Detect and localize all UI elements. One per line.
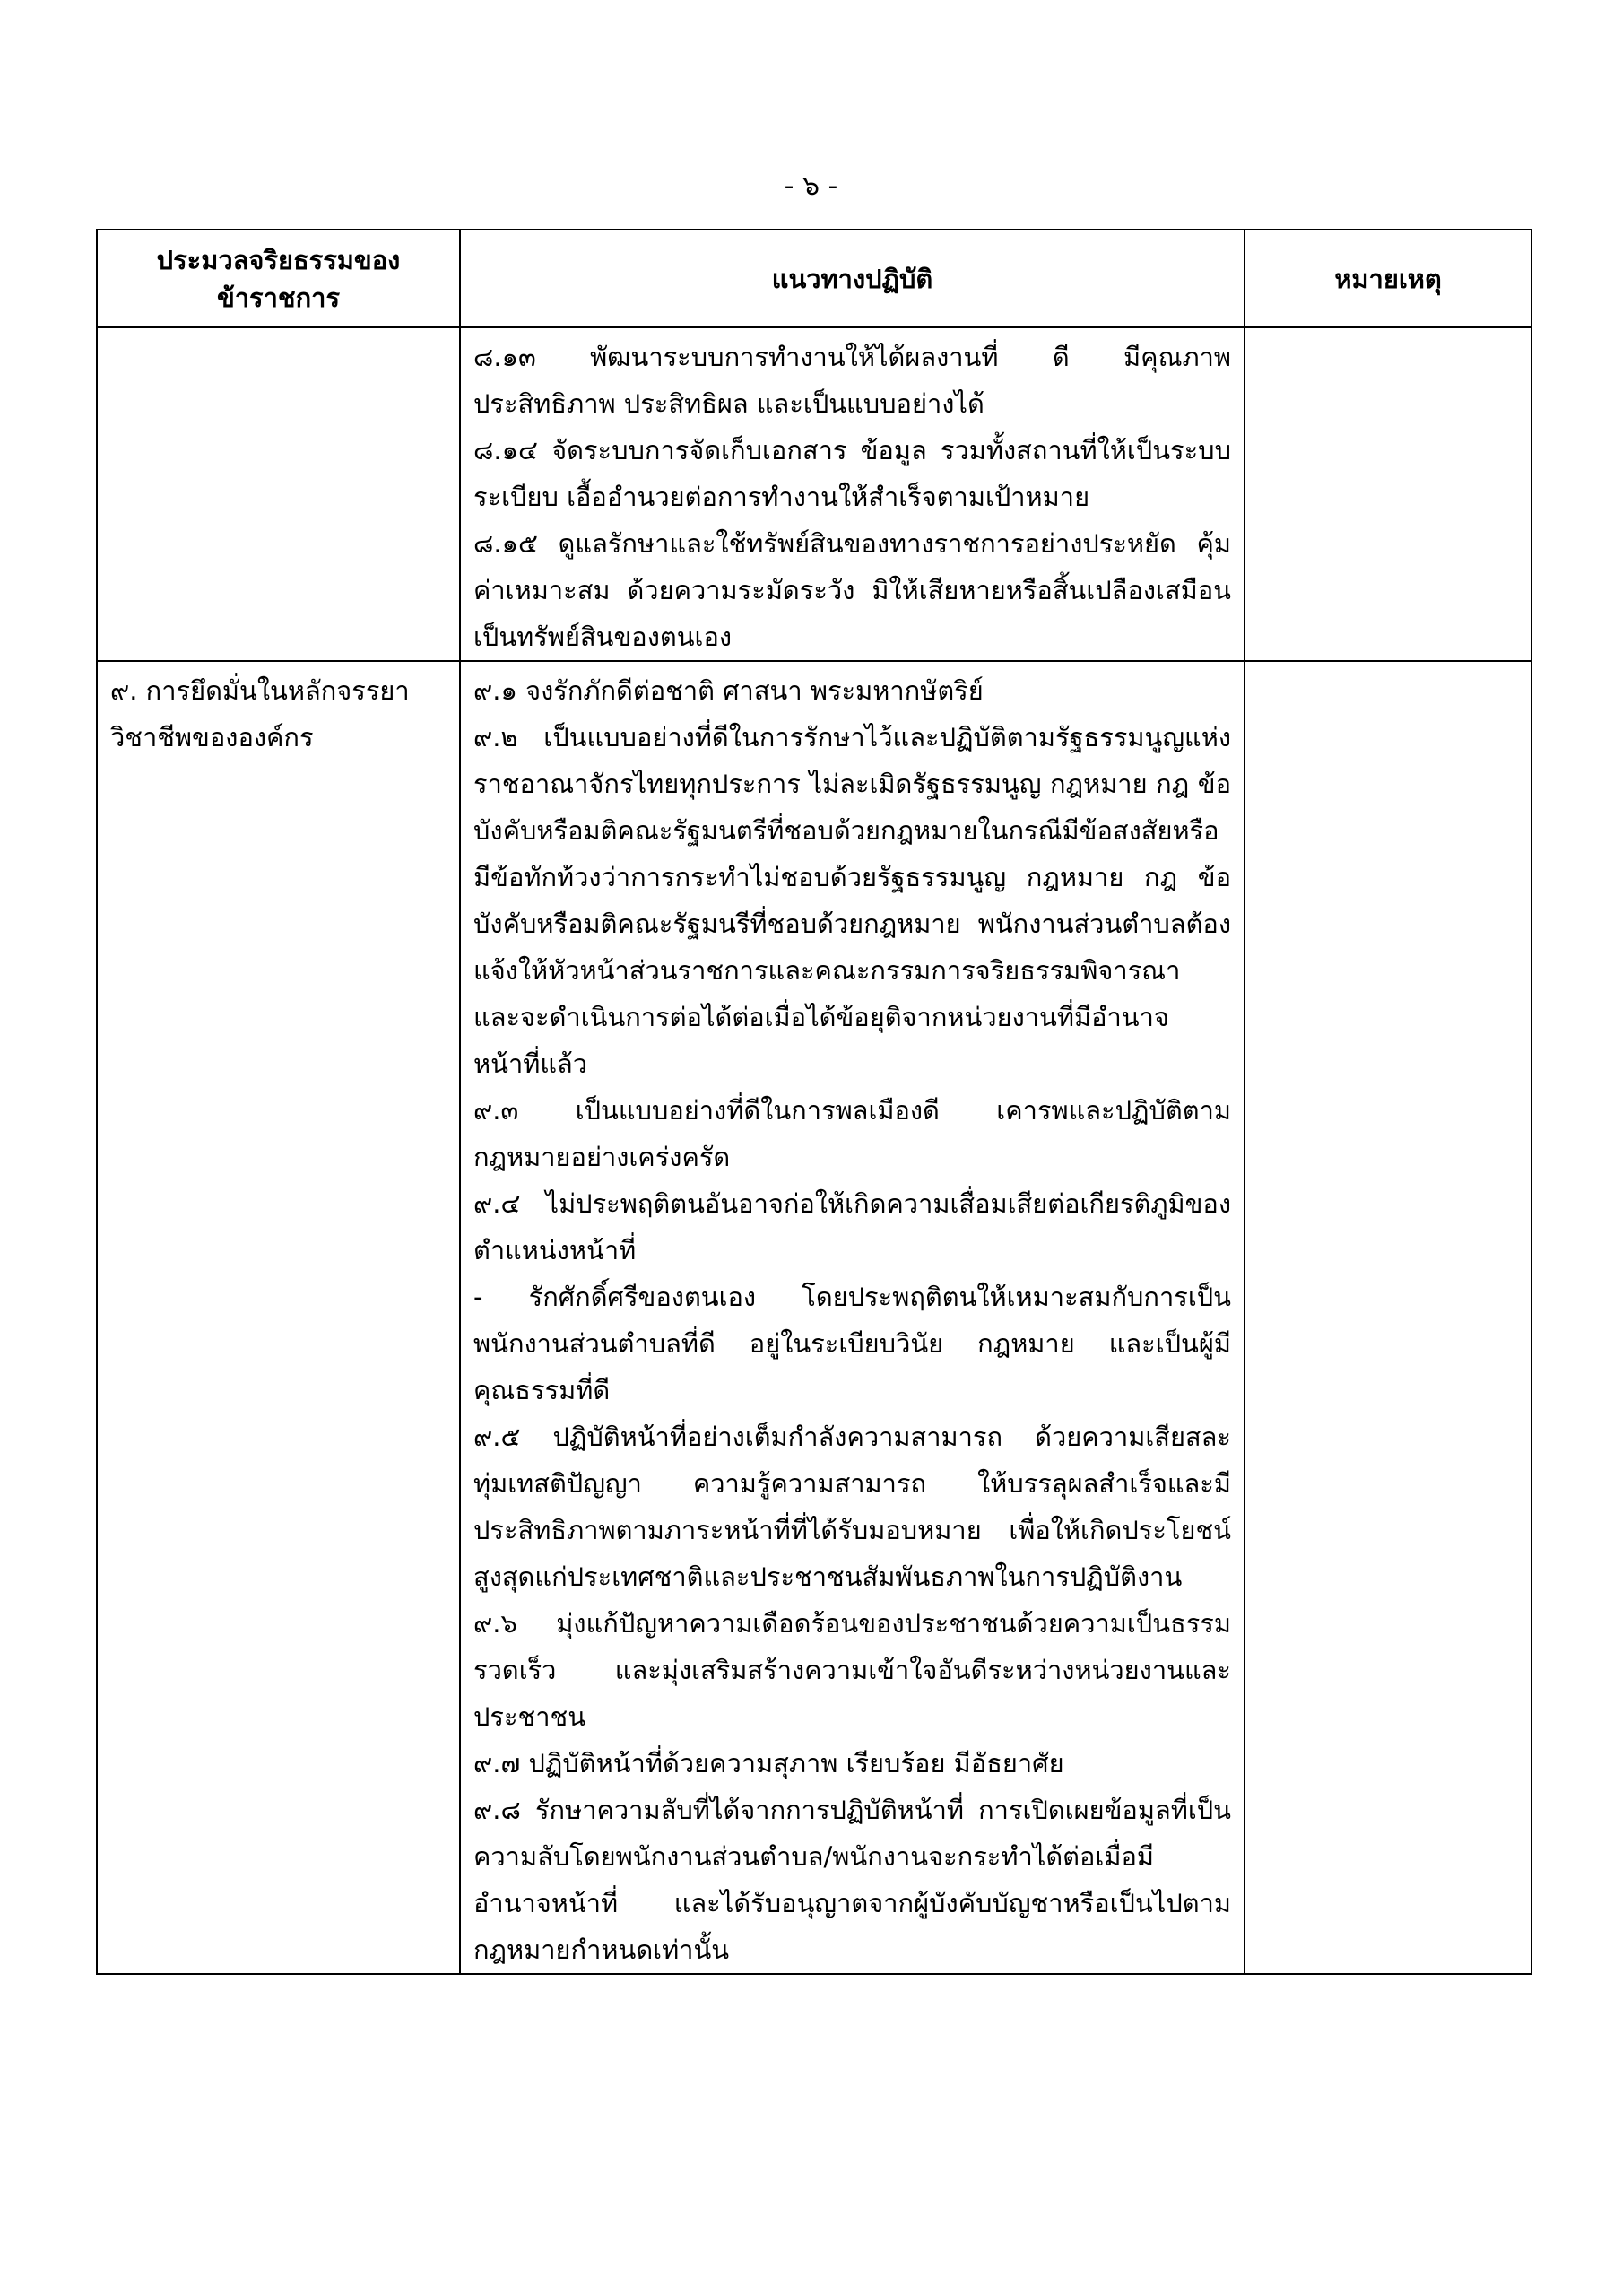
page-number: - ๖ - xyxy=(784,170,838,202)
guidelines-cell xyxy=(460,327,1245,661)
guideline-item-9-3: ๙.๓ เป็นแบบอย่างที่ดีในการพลเมืองดี เคารพและปฏิบัติตามกฎหมายอย่างเคร่งครัด xyxy=(473,1095,1231,1172)
header-ethics-code: ประมวลจริยธรรมของข้าราชการ xyxy=(97,230,460,327)
remark-cell xyxy=(1245,327,1531,661)
guideline-item-8-15: ๘.๑๕ ดูแลรักษาและใช้ทรัพย์สินของทางราชการอย่างประหยัด คุ้มค่าเหมาะสม ด้วยความระมัดระวัง มิให้เสียหายหรือสิ้นเปลืองเสมือนเป็นทรัพย์สินของตนเอง xyxy=(473,528,1231,652)
guideline-item-9-4: ๙.๔ ไม่ประพฤติตนอันอาจก่อให้เกิดความเสื่อมเสียต่อเกียรติภูมิของตำแหน่งหน้าที่ xyxy=(473,1188,1231,1265)
guideline-item-9-7: ๙.๗ ปฏิบัติหน้าที่ด้วยความสุภาพ เรียบร้อย มีอัธยาศัย xyxy=(473,1748,1064,1779)
guideline-item-9-1: ๙.๑ จงรักภักดีต่อชาติ ศาสนา พระมหากษัตริย์ xyxy=(473,675,984,706)
guideline-item-9-5: ๙.๕ ปฏิบัติหน้าที่อย่างเต็มกำลังความสามารถ ด้วยความเสียสละทุ่มเทสติปัญญา ความรู้ความสามารถ ให้บรรลุผลสำเร็จและมีประสิทธิภาพตามภาระหน้าที่ที่ได้รับมอบหมาย เพื่อให้เกิดประโยชน์สูงสุดแก่ประเทศชาติและประชาชนสัมพันธภาพในการปฏิบัติงาน xyxy=(473,1422,1231,1592)
ethics-code-table xyxy=(96,229,1532,1975)
table-header-row xyxy=(97,230,1531,327)
ethics-standard-cell xyxy=(97,327,460,661)
guideline-subitem-9-4-dash: - รักศักดิ์ศรีของตนเอง โดยประพฤติตนให้เหมาะสมกับการเป็นพนักงานส่วนตำบลที่ดี อยู่ในระเบียบวินัย กฎหมาย และเป็นผู้มีคุณธรรมที่ดี xyxy=(473,1282,1231,1405)
table-row xyxy=(97,661,1531,1974)
guideline-item-8-14: ๘.๑๔ จัดระบบการจัดเก็บเอกสาร ข้อมูล รวมทั้งสถานที่ให้เป็นระบบระเบียบ เอื้ออำนวยต่อการทำงานให้สำเร็จตามเป้าหมาย xyxy=(473,435,1231,512)
guideline-item-9-6: ๙.๖ มุ่งแก้ปัญหาความเดือดร้อนของประชาชนด้วยความเป็นธรรมรวดเร็ว และมุ่งเสริมสร้างความเข้าใจอันดีระหว่างหน่วยงานและประชาชน xyxy=(473,1608,1231,1732)
ethics-standard-cell: ๙. การยึดมั่นในหลักจรรยาวิชาชีพขององค์กร xyxy=(97,661,460,1974)
header-guidelines: แนวทางปฏิบัติ xyxy=(460,230,1245,327)
remark-cell xyxy=(1245,661,1531,1974)
table-row xyxy=(97,327,1531,661)
guidelines-cell xyxy=(460,661,1245,1974)
guideline-item-9-2: ๙.๒ เป็นแบบอย่างที่ดีในการรักษาไว้และปฏิบัติตามรัฐธรรมนูญแห่งราชอาณาจักรไทยทุกประการ ไม่ละเมิดรัฐธรรมนูญ กฎหมาย กฎ ข้อบังคับหรือมติคณะรัฐมนตรีที่ชอบด้วยกฎหมายในกรณีมีข้อสงสัยหรือมีข้อทักท้วงว่าการกระทำไม่ชอบด้วยรัฐธรรมนูญ กฎหมาย กฎ ข้อบังคับหรือมติคณะรัฐมนรีที่ชอบด้วยกฎหมาย พนักงานส่วนตำบลต้องแจ้งให้หัวหน้าส่วนราชการและคณะกรรมการจริยธรรมพิจารณา และจะดำเนินการต่อได้ต่อเมื่อได้ข้อยุติจากหน่วยงานที่มีอำนาจหน้าที่แล้ว xyxy=(473,722,1231,1079)
header-remark: หมายเหตุ xyxy=(1245,230,1531,327)
guideline-item-8-13: ๘.๑๓ พัฒนาระบบการทำงานให้ได้ผลงานที่ ดี มีคุณภาพ ประสิทธิภาพ ประสิทธิผล และเป็นแบบอย่างได้ xyxy=(473,342,1231,419)
guideline-item-9-8: ๙.๘ รักษาความลับที่ได้จากการปฏิบัติหน้าที่ การเปิดเผยข้อมูลที่เป็นความลับโดยพนักงานส่วนตำบล/พนักงานจะกระทำได้ต่อเมื่อมีอำนาจหน้าที่ และได้รับอนุญาตจากผู้บังคับบัญชาหรือเป็นไปตามกฎหมายกำหนดเท่านั้น xyxy=(473,1795,1231,1965)
